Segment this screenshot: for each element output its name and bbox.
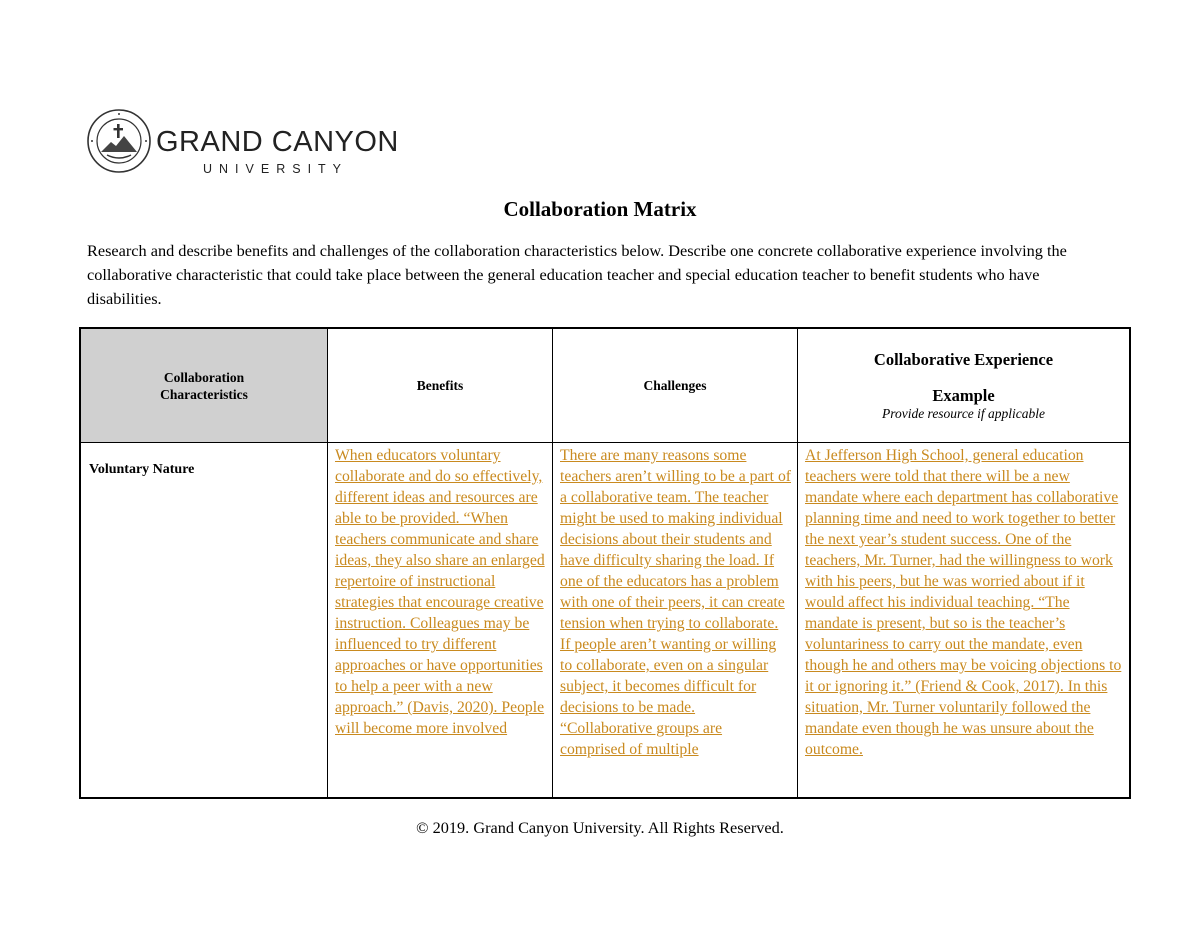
header-challenges-label: Challenges: [643, 378, 707, 393]
table-cell-challenges: [553, 443, 798, 797]
logo-name: GRAND CANYON: [156, 126, 399, 158]
experience-text: At Jefferson High School, general education teachers were told that there will be a new mandate where each department has collaborative planning time and need to work together to better the next year’s student success. One of the teachers, Mr. Turner, had the willingness to work with his peers, but he was worried about if it would affect his individual teaching. “The mandate is present, but so is the teacher’s voluntariness to carry out the mandate, even though he and others may be voicing objections to it or ignoring it.” (Friend & Cook, 2017). In this situation, Mr. Turner voluntarily followed the mandate even though he was unsure about the outcome.: [805, 447, 1122, 758]
benefits-text: When educators voluntary collaborate and do so effectively, different ideas and resources are able to be provided. “When teachers communicate and share ideas, they also share an enlarged repertoire of instructional strategies that encourage creative instruction. Colleagues may be influenced to try different approaches or have opportunities to help a peer with a new approach.” (Davis, 2020). People will become more involved: [335, 447, 545, 737]
table-cell-experience: [798, 443, 1129, 797]
page-title: Collaboration Matrix: [503, 197, 697, 221]
header-experience: [798, 329, 1129, 443]
header-benefits-label: Benefits: [416, 378, 464, 393]
copyright-footer: © 2019. Grand Canyon University. All Rights Reserved.: [416, 818, 784, 837]
instructions-paragraph: Research and describe benefits and challenges of the collaboration characteristics below. Describe one concrete collaborative experience involving the collaborative characteristic that could take place between the general education teacher and special education teacher to benefit students who have disabilities.: [87, 241, 1067, 308]
header-experience-label: Collaborative Experience: [873, 349, 1054, 369]
table-cell-benefits: [328, 443, 553, 797]
collaboration-matrix-table: [79, 327, 1131, 799]
logo-subtitle: UNIVERSITY: [203, 162, 349, 176]
header-benefits: [328, 329, 553, 443]
header-characteristics-label: Collaboration Characteristics: [160, 369, 248, 402]
table-row-characteristic: [81, 443, 328, 797]
challenges-text: There are many reasons some teachers aren’t willing to be a part of a collaborative team. The teacher might be used to making individual decisions about their students and have difficulty sharing the load. If one of the educators has a problem with one of their peers, it can create tension when trying to collaborate. If people aren’t wanting or willing to collaborate, even on a singular subject, it becomes difficult for decisions to be made. “Collaborative groups are comprised of multiple: [560, 447, 792, 758]
gcu-seal-icon: [86, 108, 152, 174]
header-characteristics: [81, 329, 328, 443]
header-example-label: Example: [932, 385, 995, 405]
header-challenges: [553, 329, 798, 443]
university-logo: [86, 108, 399, 178]
header-example-note: Provide resource if applicable: [881, 405, 1046, 421]
characteristic-label: Voluntary Nature: [89, 462, 195, 477]
